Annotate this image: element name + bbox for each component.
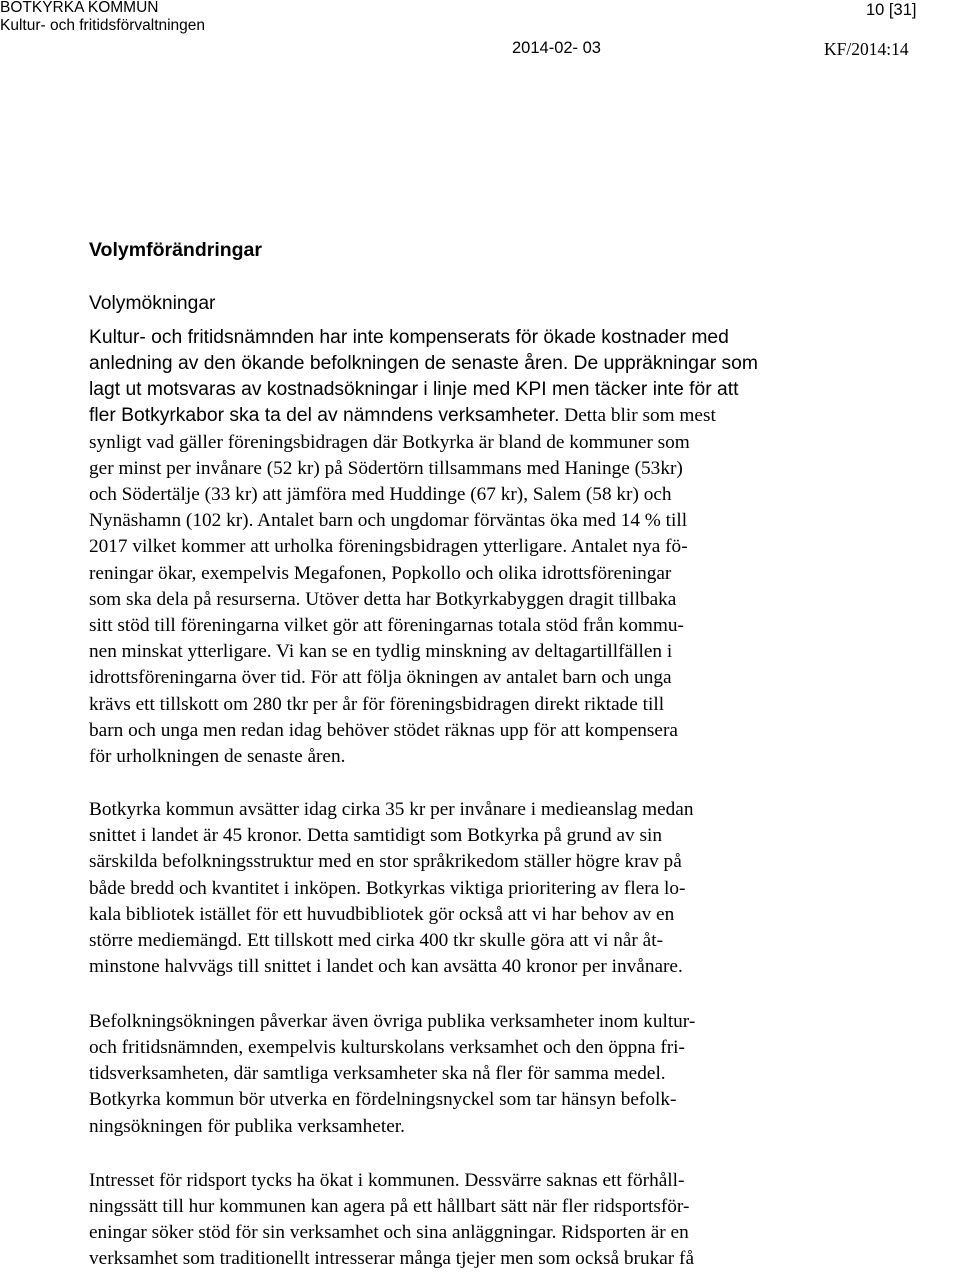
text-line: ningsökningen för publika verksamheter. xyxy=(89,1116,405,1137)
reference-number: KF/2014:14 xyxy=(824,39,909,59)
text-line: anledning av den ökande befolkningen de senaste åren. De uppräkningar som xyxy=(89,353,758,374)
section-heading: Volymförändringar xyxy=(89,239,262,261)
text-line: som ska dela på resurserna. Utöver detta har Botkyrkabyggen dragit tillbaka xyxy=(89,589,677,610)
text-line: idrottsföreningarna över tid. För att följa ökningen av antalet barn och unga xyxy=(89,667,672,688)
text-line: särskilda befolkningsstruktur med en stor språkrikedom ställer högre krav på xyxy=(89,851,682,872)
text-line: barn och unga men redan idag behöver stödet räknas upp för att kompensera xyxy=(89,720,678,741)
text-line: Botkyrka kommun avsätter idag cirka 35 kr per invånare i medieanslag medan xyxy=(89,799,694,820)
page-number: 10 [31] xyxy=(866,1,917,19)
text-line-mixed xyxy=(89,403,716,429)
text-line: större mediemängd. Ett tillskott med cirka 400 tkr skulle göra att vi når åt- xyxy=(89,930,664,951)
text-line-serif-part: Detta blir som mest xyxy=(559,405,716,426)
org-name: BOTKYRKA KOMMUN xyxy=(0,0,159,16)
text-line: 2017 vilket kommer att urholka föreningsbidragen ytterligare. Antalet nya fö- xyxy=(89,536,688,557)
text-line: eningar söker stöd för sin verksamhet och sina anläggningar. Ridsporten är en xyxy=(89,1222,689,1243)
text-line: krävs ett tillskott om 280 tkr per år för föreningsbidragen direkt riktade till xyxy=(89,694,665,715)
text-line: ger minst per invånare (52 kr) på Södertörn tillsammans med Haninge (53kr) xyxy=(89,458,683,479)
text-line: snittet i landet är 45 kronor. Detta samtidigt som Botkyrka på grund av sin xyxy=(89,825,662,846)
text-line: Intresset för ridsport tycks ha ökat i kommunen. Dessvärre saknas ett förhåll- xyxy=(89,1170,685,1191)
department-name: Kultur- och fritidsförvaltningen xyxy=(0,17,206,34)
text-line: för urholkningen de senaste åren. xyxy=(89,746,346,767)
text-line: reningar ökar, exempelvis Megafonen, Popkollo och olika idrottsföreningar xyxy=(89,563,672,584)
text-line: kala bibliotek istället för ett huvudbibliotek gör också att vi har behov av en xyxy=(89,904,675,925)
text-line: minstone halvvägs till snittet i landet och kan avsätta 40 kronor per invånare. xyxy=(89,956,683,977)
section-subheading: Volymökningar xyxy=(89,293,216,314)
document-date: 2014-02- 03 xyxy=(512,39,601,57)
text-line: tidsverksamheten, där samtliga verksamheter ska nå fler för samma medel. xyxy=(89,1063,666,1084)
text-line: synligt vad gäller föreningsbidragen där Botkyrka är bland de kommuner som xyxy=(89,432,690,453)
text-line: och Södertälje (33 kr) att jämföra med Huddinge (67 kr), Salem (58 kr) och xyxy=(89,484,672,505)
text-line: ningssätt till hur kommunen kan agera på ett hållbart sätt när fler ridsportsför- xyxy=(89,1196,690,1217)
text-line: Nynäshamn (102 kr). Antalet barn och ungdomar förväntas öka med 14 % till xyxy=(89,510,688,531)
text-line: både bredd och kvantitet i inköpen. Botkyrkas viktiga prioritering av flera lo- xyxy=(89,878,686,899)
text-line: verksamhet som traditionellt intresserar många tjejer men som också brukar få xyxy=(89,1248,695,1269)
text-line: Botkyrka kommun bör utverka en fördelningsnyckel som tar hänsyn befolk- xyxy=(89,1089,677,1110)
text-line: och fritidsnämnden, exempelvis kulturskolans verksamhet och den öppna fri- xyxy=(89,1037,685,1058)
text-line: Befolkningsökningen påverkar även övriga publika verksamheter inom kultur- xyxy=(89,1011,696,1032)
text-line: lagt ut motsvaras av kostnadsökningar i linje med KPI men täcker inte för att xyxy=(89,379,739,400)
text-line: nen minskat ytterligare. Vi kan se en tydlig minskning av deltagartillfällen i xyxy=(89,641,673,662)
text-line: Kultur- och fritidsnämnden har inte kompenserats för ökade kostnader med xyxy=(89,327,729,348)
text-line-sans-part: fler Botkyrkabor ska ta del av nämndens verksamheter. xyxy=(89,405,560,426)
text-line: sitt stöd till föreningarna vilket gör att föreningarnas totala stöd från kommu- xyxy=(89,615,684,636)
